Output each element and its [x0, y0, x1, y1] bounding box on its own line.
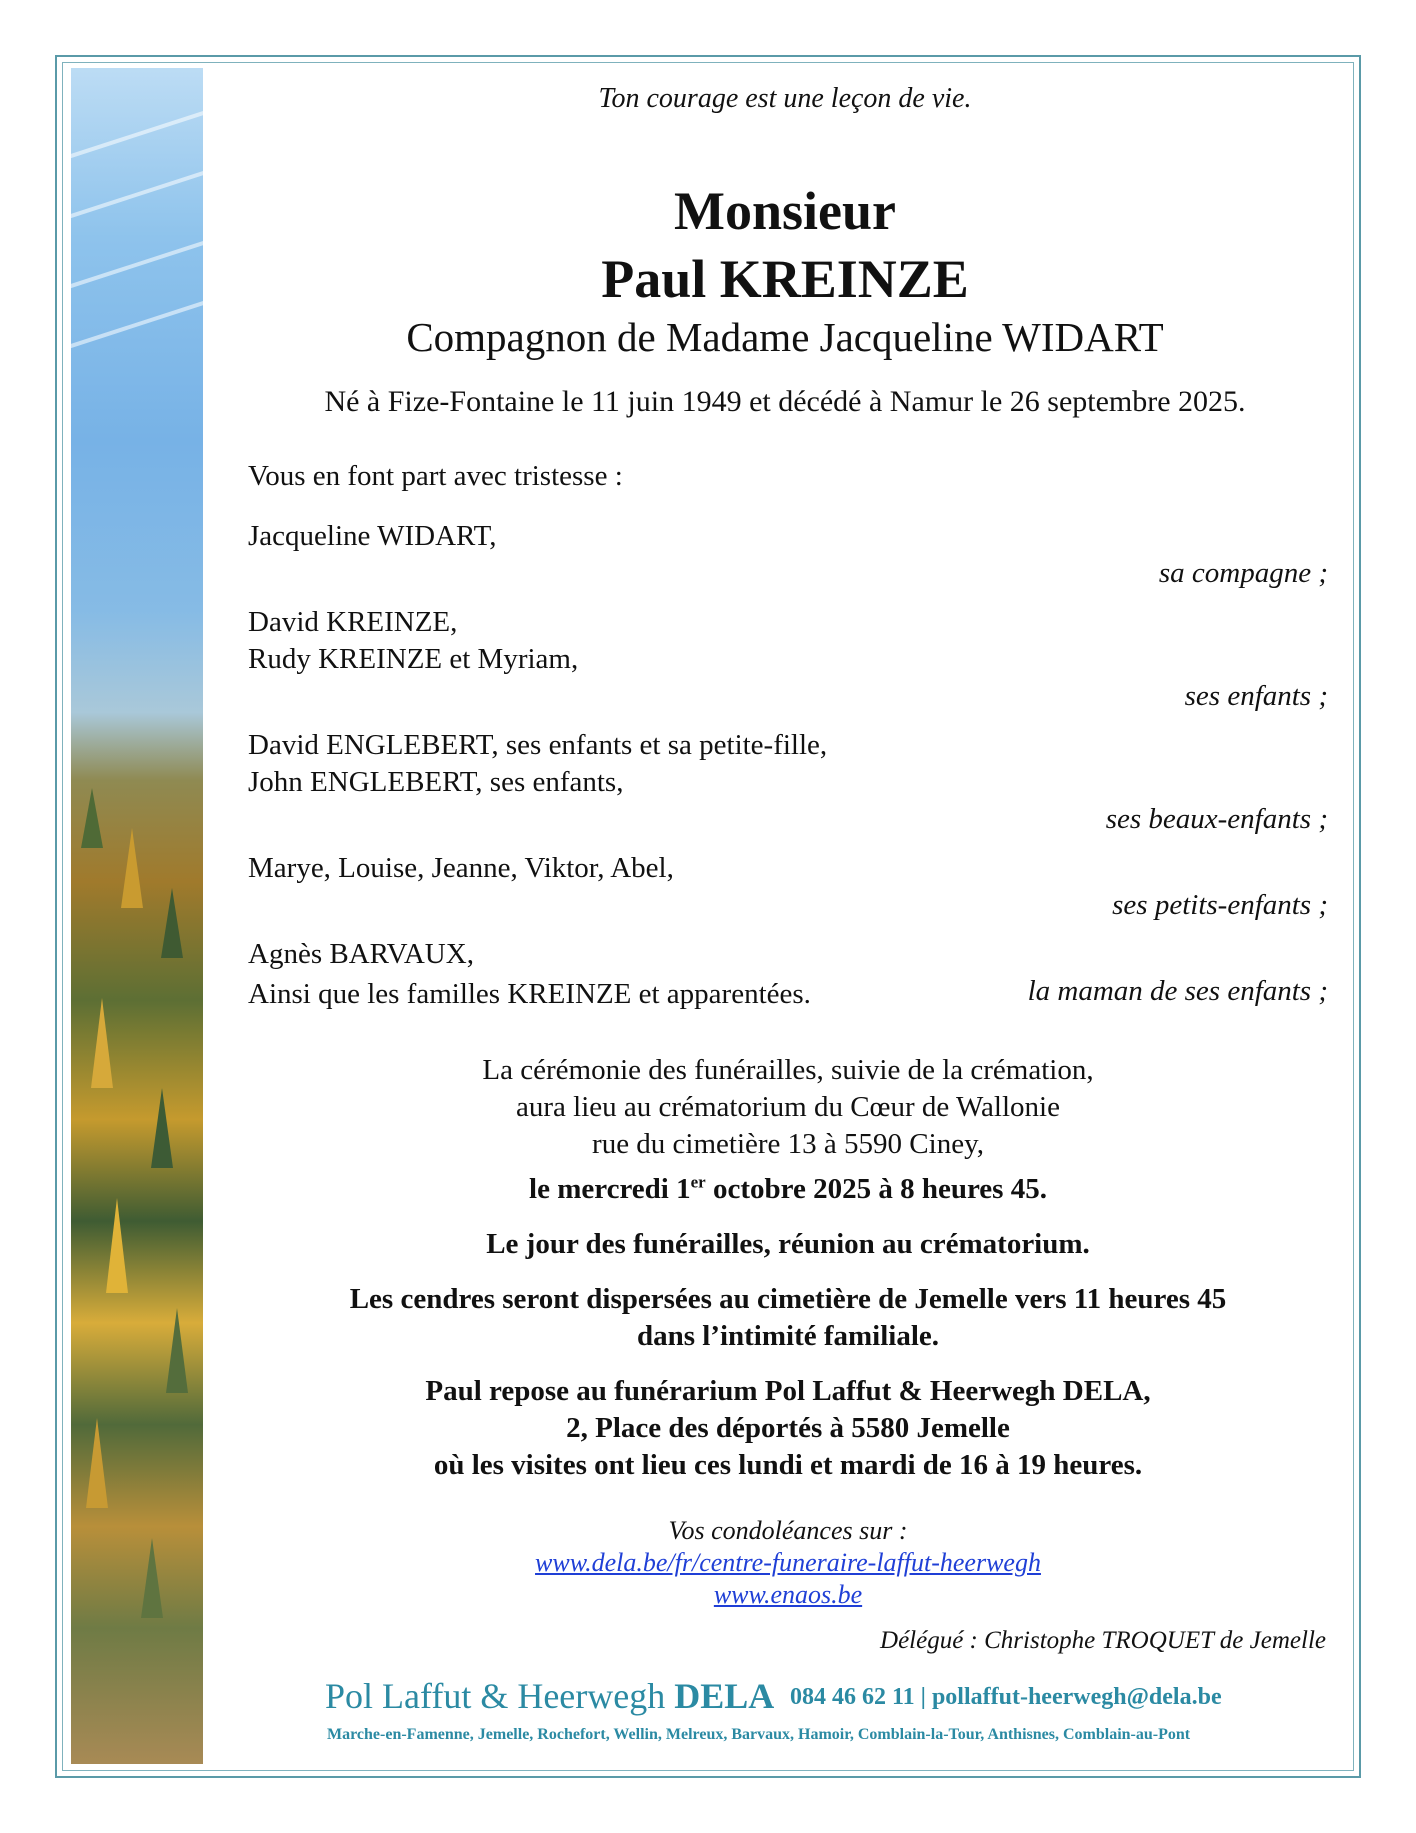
family-group	[248, 604, 1328, 715]
date-sup: er	[690, 1172, 706, 1191]
funeral-home-contact: 084 46 62 11 | pollaffut-heerwegh@dela.be	[790, 1684, 1222, 1710]
ceremony-date	[248, 1163, 1328, 1208]
date-suffix: octobre 2025 à 8 heures 45.	[705, 1172, 1047, 1205]
ashes-note	[248, 1281, 1328, 1355]
ceremony-line: La cérémonie des funérailles, suivie de la crémation,	[482, 1054, 1094, 1086]
family-role: la maman de ses enfants ;	[1027, 975, 1328, 1007]
title-honorific: Monsieur	[674, 181, 896, 241]
family-name: John ENGLEBERT, ses enfants,	[248, 766, 624, 798]
outro-text: Ainsi que les familles KREINZE et apparentées.	[248, 978, 811, 1010]
meeting-note: Le jour des funérailles, réunion au crématorium.	[486, 1227, 1090, 1260]
title-name: Paul KREINZE	[601, 249, 969, 309]
family-group	[248, 850, 1328, 924]
family-name: Marye, Louise, Jeanne, Viktor, Abel,	[248, 852, 674, 884]
condolences-label: Vos condoléances sur :	[668, 1516, 908, 1545]
funeral-home-towns: Marche-en-Famenne, Jemelle, Rochefort, Wellin, Melreux, Barvaux, Hamoir, Comblain-la-Tour, Anthisnes, Comblain-au-Pont	[327, 1726, 1191, 1743]
family-role: ses petits-enfants ;	[1112, 889, 1328, 921]
family-group	[248, 727, 1328, 838]
landscape-image	[71, 68, 203, 1764]
family-name: David ENGLEBERT, ses enfants et sa petite-fille,	[248, 729, 828, 761]
rest-line: Paul repose au funérarium Pol Laffut & Heerwegh DELA,	[425, 1374, 1151, 1407]
condolences-block	[248, 1515, 1328, 1611]
brand-name: Pol Laffut & Heerwegh	[325, 1676, 675, 1716]
rest-line: où les visites ont lieu ces lundi et mardi de 16 à 19 heures.	[433, 1448, 1143, 1481]
family-name: David KREINZE,	[248, 606, 458, 638]
birth-death-line: Né à Fize-Fontaine le 11 juin 1949 et décédé à Namur le 26 septembre 2025.	[324, 385, 1246, 418]
rest-note	[248, 1373, 1328, 1484]
intro-text: Vous en font part avec tristesse :	[248, 460, 623, 492]
ashes-line: Les cendres seront dispersées au cimetière de Jemelle vers 11 heures 45	[349, 1282, 1227, 1315]
brand-name-strong: DELA	[674, 1676, 775, 1716]
date-prefix: le mercredi 1	[529, 1172, 691, 1205]
family-role: sa compagne ;	[1158, 557, 1328, 589]
family-role: ses enfants ;	[1184, 680, 1328, 712]
ceremony-line: aura lieu au crématorium du Cœur de Wallonie	[516, 1091, 1060, 1123]
motto: Ton courage est une leçon de vie.	[598, 83, 972, 114]
condolences-link-enaos[interactable]: www.enaos.be	[713, 1580, 863, 1609]
relation-line: Compagnon de Madame Jacqueline WIDART	[406, 314, 1164, 360]
family-name: Agnès BARVAUX,	[248, 938, 474, 970]
family-list	[248, 518, 1328, 1022]
funeral-home-logo	[325, 1675, 774, 1717]
family-group	[248, 518, 1328, 592]
condolences-link-dela[interactable]: www.dela.be/fr/centre-funeraire-laffut-heerwegh	[535, 1548, 1041, 1577]
family-name: Jacqueline WIDART,	[248, 520, 497, 552]
family-role: ses beaux-enfants ;	[1105, 803, 1328, 835]
ceremony-line: rue du cimetière 13 à 5590 Ciney,	[592, 1128, 984, 1160]
rest-line: 2, Place des déportés à 5580 Jemelle	[566, 1411, 1010, 1444]
page-title	[230, 177, 1340, 313]
ceremony-block	[248, 1052, 1328, 1484]
family-name: Rudy KREINZE et Myriam,	[248, 643, 579, 675]
delegate-line: Délégué : Christophe TROQUET de Jemelle	[880, 1627, 1326, 1654]
ashes-line: dans l’intimité familiale.	[636, 1319, 940, 1352]
